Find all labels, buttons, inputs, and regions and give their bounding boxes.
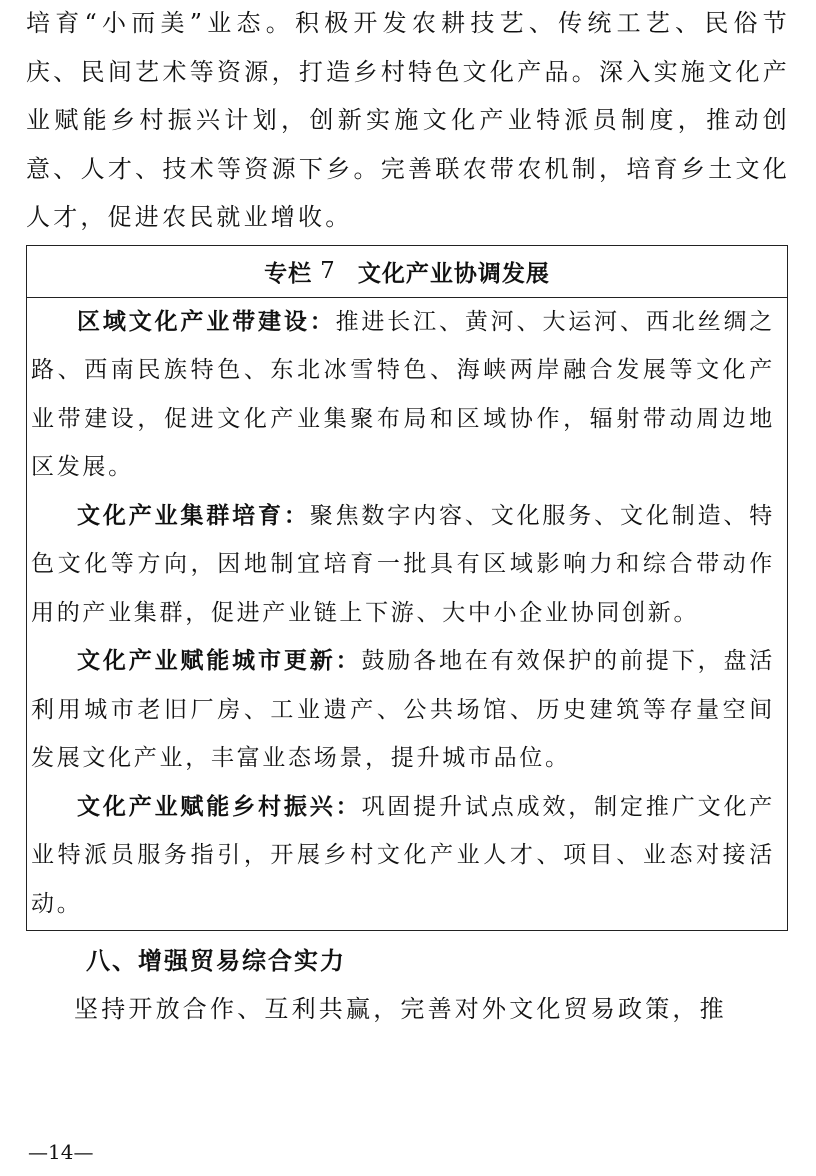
column-item: [31, 783, 775, 929]
page-number: —14—: [28, 1140, 94, 1164]
column-item-title: 文化产业赋能城市更新：: [77, 647, 362, 674]
column-item-title: 文化产业集群培育：: [77, 501, 310, 529]
body-paragraph: 坚持开放合作、互利共赢，完善对外文化贸易政策，推: [74, 995, 727, 1023]
column-item-title: 文化产业赋能乡村振兴：: [77, 792, 362, 820]
column-title: 文化产业协调发展: [357, 260, 550, 287]
body-paragraph: 培育“小而美”业态。积极开发农耕技艺、传统工艺、民俗节庆、民间艺术等资源，打造乡村特色文化产品。深入实施文化产业赋能乡村振兴计划，创新实施文化产业特派员制度，推动创意、人才、技术等资源下乡。完善联农带农机制，培育乡土文化人才，促进农民就业增收。: [26, 9, 790, 231]
column-item-text: 聚焦数字内容、文化服务、文化制造、特色文化等方向，因地制宜培育一批具有区域影响力和综合带动作用的产业集群，促进产业链上下游、大中小企业协同创新。: [31, 502, 775, 626]
column-item: [31, 298, 775, 492]
column-item-text: 推进长江、黄河、大运河、西北丝绸之路、西南民族特色、东北冰雪特色、海峡两岸融合发展等文化产业带建设，促进文化产业集聚布局和区域协作，辐射带动周边地区发展。: [31, 308, 775, 480]
column-item: [31, 492, 775, 638]
document-page: [26, 0, 790, 1034]
column-item-title: 区域文化产业带建设：: [77, 307, 336, 335]
column-label: 专栏: [264, 260, 313, 287]
column-box-header: [27, 246, 787, 298]
column-number: 7: [320, 258, 336, 284]
column-item: [31, 637, 775, 783]
column-item-text: 鼓励各地在有效保护的前提下，盘活利用城市老旧厂房、工业遗产、公共场馆、历史建筑等存量空间发展文化产业，丰富业态场景，提升城市品位。: [31, 648, 775, 771]
section-heading: 八、增强贸易综合实力: [86, 947, 346, 975]
column-item-text: 巩固提升试点成效，制定推广文化产业特派员服务指引，开展乡村文化产业人才、项目、业态对接活动。: [31, 793, 775, 917]
column-box-body: [27, 298, 787, 931]
column-box: [26, 245, 788, 932]
